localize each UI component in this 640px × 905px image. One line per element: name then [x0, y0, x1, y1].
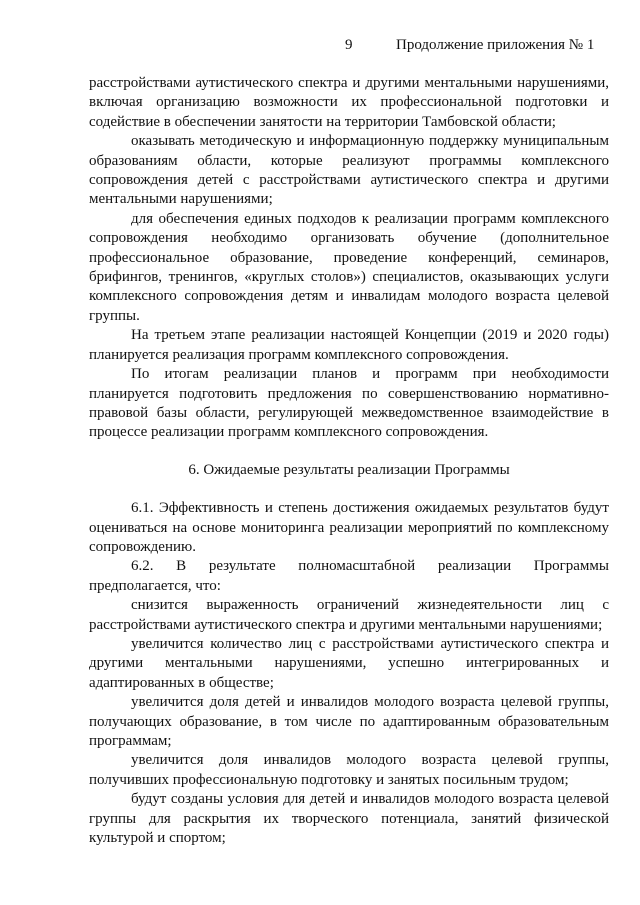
list-item: снизится выраженность ограничений жизнедеятельности лиц с расстройствами аутистического спектра и другими ментальными нарушениями;: [89, 597, 609, 633]
paragraph: 6.2. В результате полномасштабной реализации Программы предполагается, что:: [89, 558, 609, 594]
paragraph: для обеспечения единых подходов к реализации программ комплексного сопровождения необходимо организовать обучение (дополнительное профессиональное образование, проведение конференций, семинаров, брифингов, тренингов, «круглых столов») специалистов, оказывающих услуги комплексного сопровождения детям и инвалидам молодого возраста целевой группы.: [89, 210, 609, 324]
page-number: 9: [345, 37, 353, 53]
paragraph: оказывать методическую и информационную поддержку муниципальным образованиям области, которые реализуют программы комплексного сопровождения детей с расстройствами аутистического спектра и другими ментальными нарушениями;: [89, 133, 609, 208]
list-item: увеличится доля инвалидов молодого возраста целевой группы, получивших профессиональную подготовку и занятых посильным трудом;: [89, 752, 609, 788]
paragraph: 6.1. Эффективность и степень достижения ожидаемых результатов будут оцениваться на основе мониторинга реализации мероприятий по комплексному сопровождению.: [89, 500, 609, 555]
paragraph: расстройствами аутистического спектра и другими ментальными нарушениями, включая организацию возможности их профессиональной подготовки и содействие в обеспечении занятости на территории Тамбовской области;: [89, 75, 609, 130]
page-header: [0, 37, 640, 57]
list-item: будут созданы условия для детей и инвалидов молодого возраста целевой группы для раскрытия их творческого потенциала, занятий физической культурой и спортом;: [89, 791, 609, 847]
list-item: увеличится доля детей и инвалидов молодого возраста целевой группы, получающих образование, в том числе по адаптированным образовательным программам;: [89, 694, 609, 749]
appendix-continuation-label: Продолжение приложения № 1: [396, 37, 595, 53]
list-item: увеличится количество лиц с расстройствами аутистического спектра и другими ментальными нарушениями, успешно интегрированных и адаптированных в обществе;: [89, 635, 609, 691]
section-heading: 6. Ожидаемые результаты реализации Программы: [188, 461, 510, 478]
paragraph: По итогам реализации планов и программ при необходимости планируется подготовить предложения по совершенствованию нормативно-правовой базы области, регулирующей межведомственное взаимодействие в процессе реализации программ комплексного сопровождения.: [89, 366, 609, 441]
paragraph: На третьем этапе реализации настоящей Концепции (2019 и 2020 годы) планируется реализация программ комплексного сопровождения.: [89, 327, 609, 363]
document-body: [89, 74, 609, 848]
